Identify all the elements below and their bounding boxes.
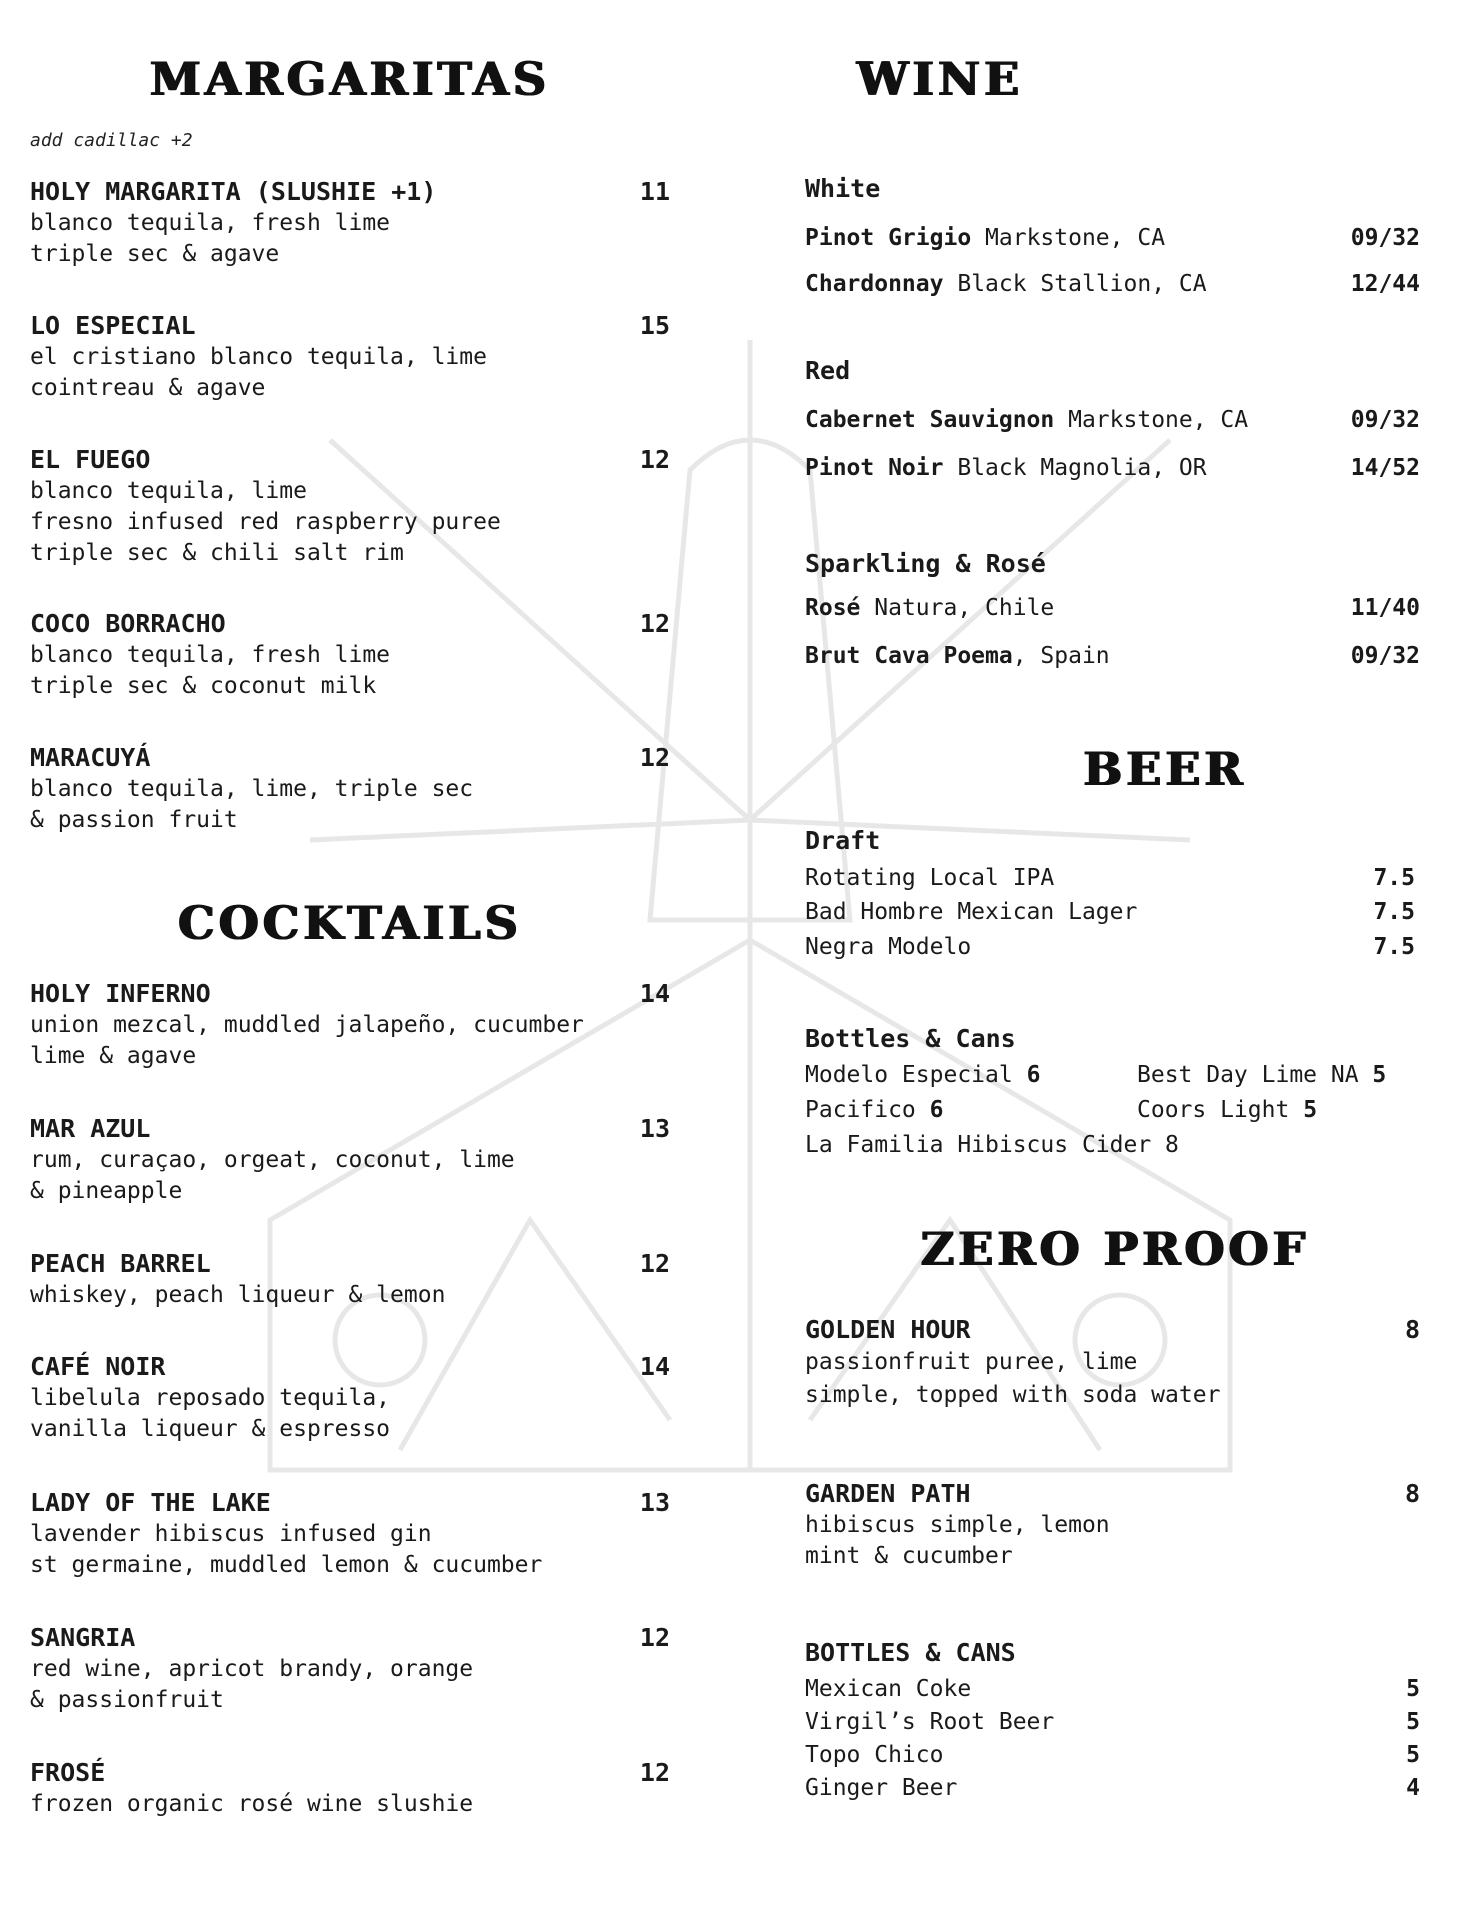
- item-name: MAR AZUL: [30, 1114, 151, 1143]
- menu-item: [30, 742, 670, 836]
- beer-price: 7.5: [1373, 865, 1415, 891]
- item-desc: red wine, apricot brandy, orange & passionfruit: [30, 1656, 474, 1713]
- item-desc: blanco tequila, fresh lime triple sec & coconut milk: [30, 642, 391, 699]
- wine-heading: WINE: [856, 52, 1024, 106]
- wine-origin: , Spain: [1012, 643, 1110, 669]
- item-name: LADY OF THE LAKE: [30, 1488, 271, 1517]
- wine-price: 09/32: [1350, 407, 1420, 433]
- item-name: CAFÉ NOIR: [30, 1352, 166, 1381]
- draft-label: Draft: [805, 826, 881, 855]
- wine-origin: Black Stallion, CA: [957, 271, 1207, 297]
- item-desc: libelula reposado tequila, vanilla liqueur & espresso: [30, 1385, 391, 1442]
- zero-bottle-name: Topo Chico: [805, 1742, 944, 1768]
- wine-origin: Markstone, CA: [985, 225, 1166, 251]
- beer-price: 7.5: [1373, 934, 1415, 960]
- bottle-price: 6: [1026, 1062, 1041, 1088]
- item-desc: blanco tequila, lime fresno infused red raspberry puree triple sec & chili salt rim: [30, 478, 501, 566]
- item-name: GOLDEN HOUR: [805, 1315, 971, 1344]
- bottle-price: 5: [1372, 1062, 1387, 1088]
- zero-bottle-name: Ginger Beer: [805, 1775, 958, 1801]
- zero-bottles-label: BOTTLES & CANS: [805, 1638, 1016, 1667]
- wine-origin: Natura, Chile: [874, 595, 1055, 621]
- wine-price: 09/32: [1350, 225, 1420, 251]
- item-price: 14: [639, 979, 670, 1008]
- item-desc: hibiscus simple, lemon mint & cucumber: [805, 1512, 1110, 1569]
- menu-item: [805, 1314, 1420, 1412]
- wine-price: 14/52: [1350, 455, 1420, 481]
- beer-name: Bad Hombre Mexican Lager: [805, 899, 1138, 925]
- cadillac-note: add cadillac +2: [30, 130, 193, 151]
- item-price: 12: [639, 1249, 670, 1278]
- margaritas-heading: MARGARITAS: [149, 52, 551, 106]
- item-desc: el cristiano blanco tequila, lime cointreau & agave: [30, 344, 487, 401]
- item-desc: rum, curaçao, orgeat, coconut, lime & pineapple: [30, 1147, 515, 1204]
- beer-price: 7.5: [1373, 899, 1415, 925]
- menu-item: [30, 310, 670, 404]
- zero-bottle-price: 5: [1406, 1709, 1420, 1735]
- cocktails-heading: COCKTAILS: [178, 896, 522, 950]
- wine-price: 11/40: [1350, 595, 1420, 621]
- bottle-price: 6: [929, 1097, 944, 1123]
- bottle-item: [1137, 1095, 1317, 1125]
- wine-row: [805, 453, 1420, 483]
- wine-row: [805, 269, 1420, 299]
- wine-origin: Black Magnolia, OR: [957, 455, 1207, 481]
- wine-name: Cabernet Sauvignon: [805, 407, 1055, 433]
- item-name: HOLY INFERNO: [30, 979, 211, 1008]
- menu-item: [30, 1113, 670, 1207]
- item-price: 15: [639, 311, 670, 340]
- zero-bottle-row: [805, 1674, 1420, 1704]
- item-name: MARACUYÁ: [30, 743, 151, 772]
- menu-item: [30, 1622, 670, 1716]
- menu-item: [30, 1757, 670, 1820]
- zero-bottle-price: 5: [1406, 1676, 1420, 1702]
- menu-item: [30, 1487, 670, 1581]
- wine-group-label: White: [805, 174, 881, 203]
- wine-price: 09/32: [1350, 643, 1420, 669]
- wine-row: [805, 641, 1420, 671]
- item-desc: whiskey, peach liqueur & lemon: [30, 1282, 446, 1308]
- item-desc: blanco tequila, lime, triple sec & passion fruit: [30, 776, 474, 833]
- bottle-name: Pacifico: [805, 1097, 916, 1123]
- zero-bottle-price: 5: [1406, 1742, 1420, 1768]
- menu-item: [30, 608, 670, 702]
- wine-name: Chardonnay: [805, 271, 944, 297]
- wine-name: Pinot Grigio: [805, 225, 972, 251]
- zero-proof-heading: ZERO PROOF: [920, 1222, 1310, 1276]
- bottle-item: [1137, 1060, 1386, 1090]
- item-name: LO ESPECIAL: [30, 311, 196, 340]
- zero-bottle-name: Virgil’s Root Beer: [805, 1709, 1055, 1735]
- wine-price: 12/44: [1350, 271, 1420, 297]
- item-price: 12: [639, 609, 670, 638]
- menu-item: [30, 1351, 670, 1445]
- wine-group-label: Sparkling & Rosé: [805, 549, 1046, 578]
- item-desc: passionfruit puree, lime simple, topped with soda water: [805, 1349, 1221, 1408]
- item-price: 11: [639, 177, 670, 206]
- item-desc: blanco tequila, fresh lime triple sec & agave: [30, 210, 391, 267]
- bottle-name: Coors Light: [1137, 1097, 1290, 1123]
- menu-item: [805, 1478, 1420, 1572]
- item-desc: union mezcal, muddled jalapeño, cucumber lime & agave: [30, 1012, 584, 1069]
- wine-name: Rosé: [805, 595, 861, 621]
- wine-row: [805, 405, 1420, 435]
- item-name: COCO BORRACHO: [30, 609, 226, 638]
- bottle-price: 5: [1303, 1097, 1318, 1123]
- item-price: 8: [1404, 1315, 1420, 1344]
- item-name: PEACH BARREL: [30, 1249, 211, 1278]
- bottle-name: Modelo Especial: [805, 1062, 1013, 1088]
- wine-name: Brut Cava Poema: [805, 643, 1013, 669]
- item-price: 12: [639, 1758, 670, 1787]
- item-price: 14: [639, 1352, 670, 1381]
- item-desc: frozen organic rosé wine slushie: [30, 1791, 474, 1817]
- item-name: GARDEN PATH: [805, 1479, 971, 1508]
- item-price: 8: [1404, 1479, 1420, 1508]
- item-name: FROSÉ: [30, 1758, 106, 1787]
- zero-bottle-row: [805, 1740, 1420, 1770]
- beer-row: [805, 863, 1415, 893]
- menu-item: [30, 978, 670, 1072]
- item-price: 12: [639, 445, 670, 474]
- menu-item: [30, 444, 670, 569]
- menu-item: [30, 1248, 670, 1311]
- zero-bottle-row: [805, 1707, 1420, 1737]
- wine-row: [805, 593, 1420, 623]
- beer-name: Rotating Local IPA: [805, 865, 1055, 891]
- bottle-item: [805, 1060, 1040, 1090]
- wine-row: [805, 223, 1420, 253]
- bottles-label: Bottles & Cans: [805, 1024, 1016, 1053]
- item-price: 12: [639, 1623, 670, 1652]
- bottle-name: Best Day Lime NA: [1137, 1062, 1359, 1088]
- item-name: HOLY MARGARITA (SLUSHIE +1): [30, 177, 437, 206]
- beer-heading: BEER: [1083, 742, 1247, 796]
- item-price: 12: [639, 743, 670, 772]
- zero-bottle-row: [805, 1773, 1420, 1803]
- item-price: 13: [639, 1114, 670, 1143]
- beer-row: [805, 897, 1415, 927]
- cider-item: La Familia Hibiscus Cider 8: [805, 1132, 1179, 1158]
- zero-bottle-price: 4: [1406, 1775, 1420, 1801]
- beer-row: [805, 932, 1415, 962]
- item-desc: lavender hibiscus infused gin st germaine, muddled lemon & cucumber: [30, 1521, 543, 1578]
- item-name: SANGRIA: [30, 1623, 136, 1652]
- wine-origin: Markstone, CA: [1068, 407, 1249, 433]
- item-name: EL FUEGO: [30, 445, 151, 474]
- menu-item: [30, 176, 670, 270]
- beer-name: Negra Modelo: [805, 934, 972, 960]
- wine-name: Pinot Noir: [805, 455, 944, 481]
- bottle-item: [805, 1095, 944, 1125]
- wine-group-label: Red: [805, 356, 851, 385]
- item-price: 13: [639, 1488, 670, 1517]
- zero-bottle-name: Mexican Coke: [805, 1676, 972, 1702]
